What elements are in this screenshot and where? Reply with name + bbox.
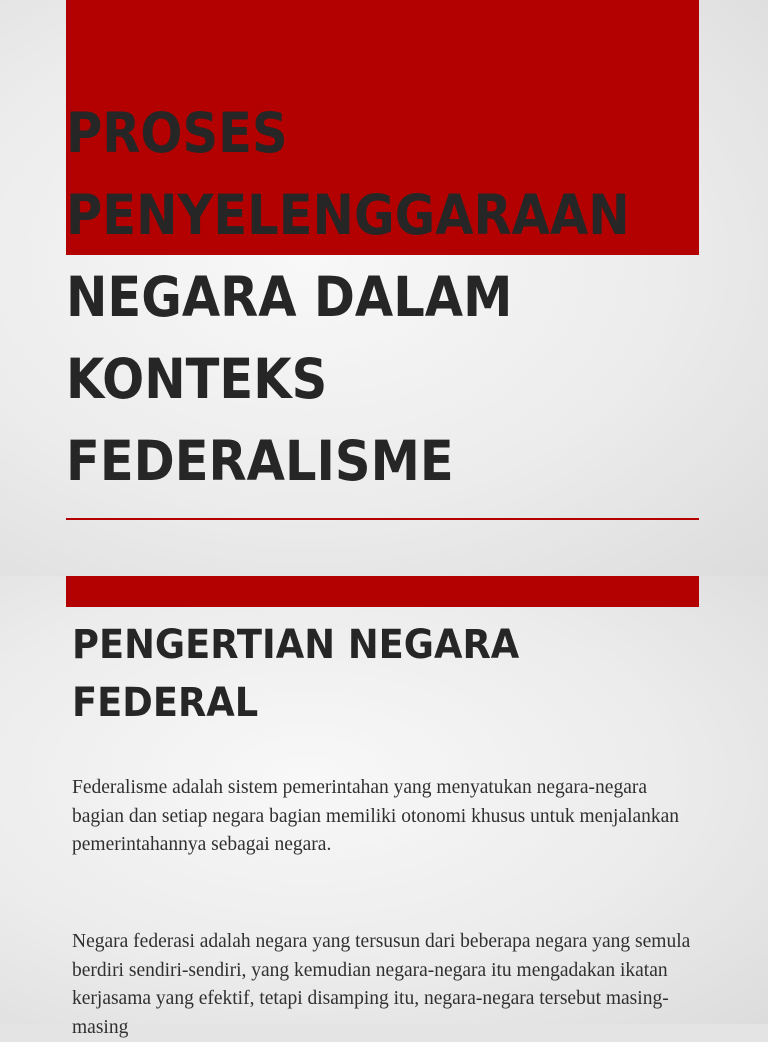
title-divider xyxy=(66,518,699,520)
paragraph-negara-federasi: Negara federasi adalah negara yang tersusun dari beberapa negara yang semula berdiri sendiri-sendiri, yang kemudian negara-negara itu mengadakan ikatan kerjasama yang efektif, tetapi disamping itu, negara-negara tersebut masing-masing xyxy=(72,931,691,1038)
slide-title: PROSES PENYELENGGARAAN NEGARA DALAM KONTEKS FEDERALISME xyxy=(66,101,630,493)
content-accent-block xyxy=(66,576,699,607)
section-heading: PENGERTIAN NEGARA FEDERAL xyxy=(72,622,520,726)
paragraph-federalisme: Federalisme adalah sistem pemerintahan yang menyatukan negara-negara bagian dan setiap negara bagian memiliki otonomi khusus untuk menjalankan pemerintahannya sebagai negara. xyxy=(72,777,680,855)
content-slide xyxy=(0,576,768,1038)
